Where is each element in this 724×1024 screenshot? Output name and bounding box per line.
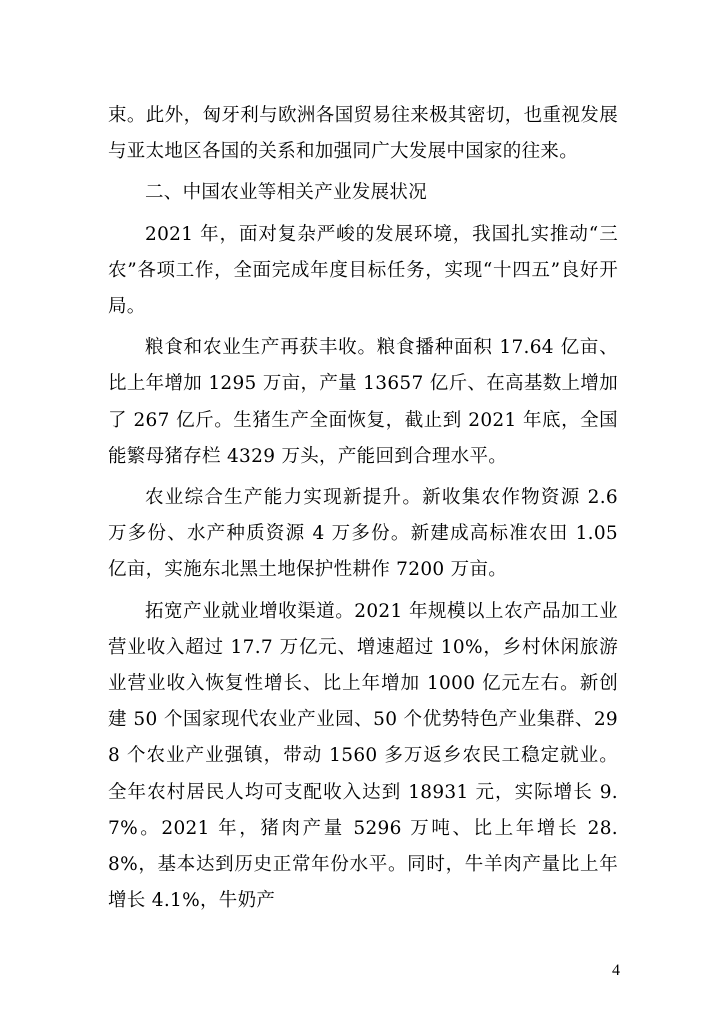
paragraph-continuation: 束。此外，匈牙利与欧洲各国贸易往来极其密切，也重视发展与亚太地区各国的关系和加强同广大发展中国家的往来。 — [108, 105, 618, 163]
paragraph-overview: 2021 年，面对复杂严峻的发展环境，我国扎实推动“三农”各项工作，全面完成年度目标任务，实现“十四五”良好开局。 — [108, 223, 618, 318]
paragraph-income-channels: 拓宽产业就业增收渠道。2021 年规模以上农产品加工业营业收入超过 17.7 万亿元、增速超过 10%，乡村休闲旅游业营业收入恢复性增长、比上年增加 1000 亿元左右。新创建 50 个国家现代农业产业园、50 个优势特色产业集群、298 个农业产业强镇，带动 1560 多万返乡农民工稳定就业。全年农村居民人均可支配收入达到 18931 元，实际增长 9.7%。2021 年，猪肉产量 5296 万吨、比上年增长 28.8%，基本达到历史正常年份水平。同时，牛羊肉产量比上年增长 4.1%，牛奶产 — [108, 600, 618, 912]
page-number: 4 — [612, 962, 620, 979]
paragraph-grain-production: 粮食和农业生产再获丰收。粮食播种面积 17.64 亿亩、比上年增加 1295 万亩，产量 13657 亿斤、在高基数上增加了 267 亿斤。生猪生产全面恢复，截止到 2021 年底，全国能繁母猪存栏 4329 万头，产能回到合理水平。 — [108, 337, 618, 467]
section-heading: 二、中国农业等相关产业发展状况 — [145, 182, 428, 204]
paragraph-production-capacity: 农业综合生产能力实现新提升。新收集农作物资源 2.6 万多份、水产种质资源 4 万多份。新建成高标准农田 1.05 亿亩，实施东北黑土地保护性耕作 7200 万亩。 — [108, 487, 618, 581]
body-text — [108, 98, 618, 919]
